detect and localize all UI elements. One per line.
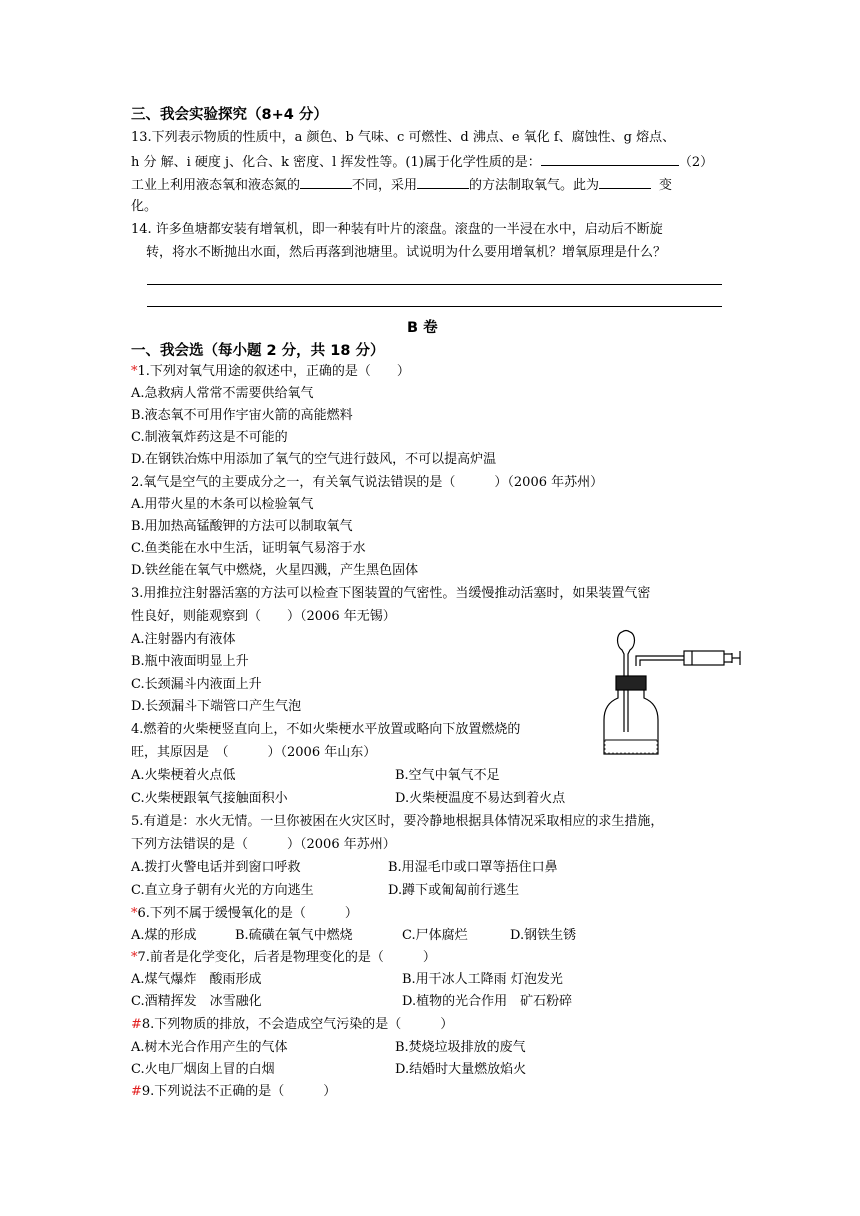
q13-text: 变 (659, 178, 673, 193)
question-text: 6.下列不属于缓慢氧化的是（ ） (137, 906, 358, 921)
question-8-stem (131, 1015, 453, 1035)
option-a[interactable]: A.用带火星的木条可以检验氧气 (131, 497, 314, 512)
hash-mark: # (131, 1084, 142, 1099)
option-c[interactable]: C.制液氧炸药这是不可能的 (131, 430, 288, 445)
option-a[interactable]: A.注射器内有液体 (131, 632, 236, 647)
option-d[interactable]: D.植物的光合作用 矿石粉碎 (402, 994, 573, 1009)
answer-line[interactable] (147, 284, 722, 285)
option-b[interactable]: B.用湿毛巾或口罩等捂住口鼻 (388, 860, 558, 875)
option-a[interactable]: A.煤的形成 (131, 928, 197, 943)
option-c[interactable]: C.尸体腐烂 (402, 928, 468, 943)
question-7-stem (131, 948, 436, 968)
option-a[interactable]: A.煤气爆炸 酸雨形成 (131, 972, 262, 987)
option-c[interactable]: C.长颈漏斗内液面上升 (131, 677, 262, 692)
option-d[interactable]: D.火柴梗温度不易达到着火点 (395, 791, 566, 806)
q13-line3 (131, 174, 672, 196)
option-c[interactable]: C.火柴梗跟氧气接触面积小 (131, 791, 288, 806)
question-4-stem-line1: 4.燃着的火柴梗竖直向上，不如火柴梗水平放置或略向下放置燃烧的 (131, 722, 521, 737)
option-d[interactable]: D.结婚时大量燃放焰火 (395, 1062, 527, 1077)
section-3-title: 三、我会实验探究（8+4 分） (131, 107, 328, 123)
question-text: 9.下列说法不正确的是（ ） (141, 1084, 337, 1099)
question-1-stem (131, 362, 410, 382)
q13-text: h 分 解、i 硬度 j、化合、k 密度、l 挥发性等。(1)属于化学性质的是： (131, 155, 541, 170)
option-c[interactable]: C.火电厂烟囱上冒的白烟 (131, 1062, 275, 1077)
question-text: 1.下列对氧气用途的叙述中，正确的是（ ） (137, 364, 410, 379)
option-a[interactable]: A.火柴梗着火点低 (131, 768, 236, 783)
q13-line2 (131, 151, 713, 173)
option-b[interactable]: B.瓶中液面明显上升 (131, 654, 249, 669)
q13-text: 不同，采用 (352, 178, 418, 193)
question-5-stem-line2: 下列方法错误的是（ ）（2006 年苏州） (131, 837, 396, 852)
answer-blank[interactable] (417, 174, 469, 189)
q13-text: （2） (678, 155, 714, 170)
question-2-stem: 2.氧气是空气的主要成分之一，有关氧气说法错误的是（ ）（2006 年苏州） (131, 475, 604, 490)
option-d[interactable]: D.长颈漏斗下端管口产生气泡 (131, 699, 302, 714)
option-d[interactable]: D.钢铁生锈 (510, 928, 577, 943)
part-b-title: B 卷 (407, 320, 438, 336)
q13-text: 的方法制取氧气。此为 (469, 178, 600, 193)
option-a[interactable]: A.急救病人常常不需要供给氧气 (131, 386, 314, 401)
option-a[interactable]: A.拨打火警电话并到窗口呼救 (131, 860, 301, 875)
hash-mark: # (131, 1017, 142, 1032)
answer-blank[interactable] (541, 151, 679, 166)
option-b[interactable]: B.空气中氧气不足 (395, 768, 500, 783)
answer-blank[interactable] (599, 174, 651, 189)
option-b[interactable]: B.焚烧垃圾排放的废气 (395, 1040, 526, 1055)
option-b[interactable]: B.用加热高锰酸钾的方法可以制取氧气 (131, 519, 353, 534)
q13-line4: 化。 (131, 199, 158, 214)
option-b[interactable]: B.液态氧不可用作宇宙火箭的高能燃料 (131, 408, 353, 423)
q14-line2: 转，将水不断抛出水面，然后再落到池塘里。试说明为什么要用增氧机？增氧原理是什么？ (146, 245, 667, 260)
star-mark: * (131, 950, 138, 965)
option-c[interactable]: C.酒精挥发 冰雪融化 (131, 994, 262, 1009)
option-b[interactable]: B.硫磺在氧气中燃烧 (235, 928, 353, 943)
star-mark: * (131, 364, 138, 379)
question-text: 7.前者是化学变化，后者是物理变化的是（ ） (137, 950, 436, 965)
option-d[interactable]: D.在钢铁冶炼中用添加了氧气的空气进行鼓风，不可以提高炉温 (131, 452, 497, 467)
q14-line1: 14. 许多鱼塘都安装有增氧机，即一种装有叶片的滚盘。滚盘的一半浸在水中，启动后不断旋 (131, 222, 663, 237)
option-d[interactable]: D.铁丝能在氧气中燃烧，火星四溅，产生黑色固体 (131, 563, 419, 578)
question-text: 8.下列物质的排放，不会造成空气污染的是（ ） (141, 1017, 454, 1032)
question-6-stem (131, 904, 358, 924)
q13-line1: 13.下列表示物质的性质中，a 颜色、b 气味、c 可燃性、d 沸点、e 氧化 f、腐蚀性、g 熔点、 (131, 130, 676, 145)
question-3-stem-line1: 3.用推拉注射器活塞的方法可以检查下图装置的气密性。当缓慢推动活塞时，如果装置气密 (131, 586, 651, 601)
question-5-stem-line1: 5.有道是：水火无情。一旦你被困在火灾区时，要冷静地根据具体情况采取相应的求生措施， (131, 814, 664, 829)
answer-blank[interactable] (300, 174, 352, 189)
answer-line[interactable] (147, 306, 722, 307)
option-c[interactable]: C.直立身子朝有火光的方向逃生 (131, 883, 314, 898)
question-3-stem-line2: 性良好，则能观察到（ ）（2006 年无锡） (131, 609, 396, 624)
option-d[interactable]: D.蹲下或匍匐前行逃生 (388, 883, 520, 898)
section-1-title: 一、我会选（每小题 2 分，共 18 分） (131, 343, 385, 359)
option-c[interactable]: C.鱼类能在水中生活，证明氧气易溶于水 (131, 541, 366, 556)
option-b[interactable]: B.用干冰人工降雨 灯泡发光 (402, 972, 563, 987)
airtightness-apparatus-diagram (600, 626, 742, 758)
q13-text: 工业上利用液态氧和液态氮的 (131, 178, 301, 193)
star-mark: * (131, 906, 138, 921)
question-9-stem (131, 1082, 336, 1102)
question-4-stem-line2: 旺，其原因是 （ ）（2006 年山东） (131, 745, 377, 760)
option-a[interactable]: A.树木光合作用产生的气体 (131, 1040, 288, 1055)
